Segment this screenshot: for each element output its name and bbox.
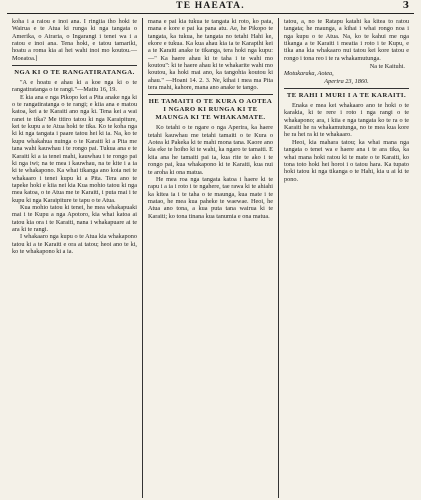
text-columns [7,18,414,498]
paragraph: tatou, a, no te Ratapu katahi ka kitea to ratou tangata; he maunga, a kihai i whai rongo noa i nga kupu o te Atua. Na, ko te kahui me nga tikanga a te Karaiti i meatia i roto i te Kupu, e tika ana kia whakaaro nui tatou kei kore tatou e rongo i tona reo i te ra whakamutunga. [284,18,409,62]
page-number: 3 [402,1,409,11]
column-right [278,18,414,498]
column-middle [142,18,278,498]
paragraph: mana e pai kia tukua te tangata ki roto, ko pata, mana e kore e pai ka pana atu. Ae, he Pikopo te tangata, ka tukua, he tangata no tetahi Hahi ke, ekore e tukua. Ka kua ahau kia ia te Karapihi kei a te Karaiti anake te tikanga, tera hoki nga kupu: —" Ka haere ahau ki te taha i te wahi mo koutou": ki te haere ahau ki te whakarite wahi mo koutou, ka hoki mai ano, ka tangohia koutou ki ahau." —Hoani 14. 2. 3. Ne, kihai i mea ma Pita tera mahi, kahore, mana ano anake te tango. [148,18,273,92]
paragraph: He mea roa nga tangata katoa i haere ki te rapu i a ia i roto i te ngahere, tae rawa ki te ahiahi ka kitea ia i te taha o te maunga, kua mate i te matao, he mea kua paheke te waewae. Heoi, he Atua ano tona, a kua puta tana wairua ki te Karaiti; ko tona tinana kua tanumia e ona matua. [148,175,273,220]
page-title: TE HAEATA. [176,1,245,11]
dateline-place: Motukaraka, Aotea, [284,70,334,78]
paragraph: Kua mohio tatou ki tenei, he mea whakapuaki mai i te Kupu a nga Apotoro, kia whai katoa ai tatou kia ora i te Karaiti, nana i whakapuare ai te ara ki te rangi. [12,203,137,233]
paragraph: I whakaaro nga kupu o te Atua kia whakapono tatou ki a te Karaiti e ora ai tatou; heoi ano te ki, ko te whakapono ki a ia. [12,233,137,255]
section-heading: NGA KI O TE RANGATIRATANGA. [12,65,137,77]
dateline-date: Aperira 23, 1860. [324,77,369,85]
section-heading: TE RAHI I MURI I A TE KARAITI. [284,88,409,100]
section-heading: HE TAMAITI O TE KURA O AOTEA I NGARO KI RUNGA KI TE MAUNGA KI TE WHAKAMATE. [148,94,273,122]
paragraph: E kia ana e nga Pikopo kei a Pita anake nga ki o te rangatiratanga o te rangi; e kiia ana e matou katoa, kei a te Karaiti ano nga ki. Tena kei a wai ranei te tika? Me titiro tatou ki nga Karaipiture, kei te kupu a te Atua hoki te tika. Ko te koha nga ki ki nga tangata i paare tatou hei ki ia. Na, ko te kupu whakahua nuinga o te Karaiti ki a Pita me tana wahi kauwhau i te rongo pai. Tukua ana e te Karaiti ki a ia tenei mahi, kauwhau i te rongo pai ki nga iwi; na te mea i kauwhau, na te kite i a ia ki te whakapono. Ka whai tikanga ano koia nei te whakaaro i tenei kupu ki a Pita. Tera ano te tapeke hoki e kiia nei kia Kua mohio tatou ki nga mea katoa, o te Atua me te Karaiti, i puta mai i te kupu ki nga Karaipiture te tapu o te Atua. [12,93,137,204]
paragraph: "A e hoatu e ahau ki a koe nga ki o te rangatiratanga o te rangi."—Matiu 16, 19. [12,79,137,94]
paragraph: Ko tetahi o te ngare o nga Aperira, ka haere tetahi kauwhau me tetahi tamaiti o te Kura o Aotea ki Pakeka ki te mahi mona tana. Kaore ano kia eke te hoiho ki te wahi, ka ngaro te tamaiti. E kiia ana he tamaiti pai ia, kua rite te ako i te rongo pai, kua whakapono ki te Karaiti, kua nui te aroha ki ona matua. [148,124,273,176]
signature: Na te Kaituhi. [369,63,405,71]
column-left [7,18,142,498]
paragraph: koha i a raiou e inoi ana. I ringiia iho hoki te Wairua e te Atua ki runga ki nga tangata o Amerika, o Airaria, o Ingarangi i tenei wa i a ratou e inoi ana. Tena hoki, e tatou tamariki, hoatu a roma kia ai hei wahi inoi mo koutou.—Moeatoa.] [12,18,137,62]
header-rule [7,13,414,14]
paragraph: Enaka e mea kei whakaaro ano te hoki o te karakia, ki te rere i roto i nga rangi o te whakapono; ara, i kiia e nga tangata ko te ra o te Karaiti he ra whakamutunga, no te mea kua kore he ra hei ra ki te whakaaro. [284,102,409,139]
paragraph: Heoi, kia mahara tatou; ka whai mana nga tangata o tenei wa e haere ana i te ara tika, ka whai mana hoki ratou ki te mate o te Karaiti, ko tona toto hoki hei horoi i o tatou hara. Ka tupato hoki tatou ki nga tikanga o te Hahi, kia u ai ki te pono. [284,138,409,183]
